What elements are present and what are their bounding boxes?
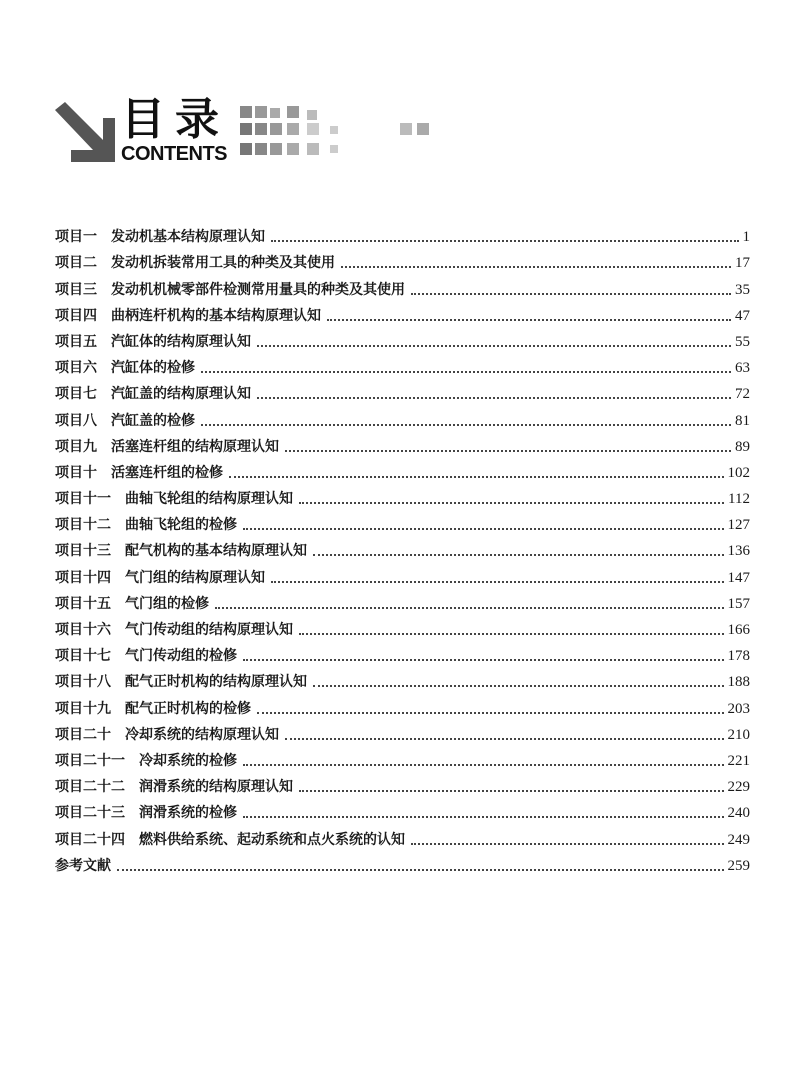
toc-entry[interactable] <box>55 796 750 822</box>
toc-entry-page: 63 <box>735 360 750 377</box>
toc-entry-number: 项目四 <box>55 307 97 324</box>
toc-entry-page: 210 <box>727 726 750 743</box>
toc-entry-number: 项目十九 <box>55 700 111 717</box>
toc-entry-number: 参考文献 <box>55 857 111 874</box>
toc-entry[interactable] <box>55 299 750 325</box>
toc-leader-dots <box>299 633 724 635</box>
toc-entry-page: 188 <box>727 674 750 691</box>
toc-entry-number: 项目五 <box>55 333 97 350</box>
toc-entry[interactable] <box>55 639 750 665</box>
toc-leader-dots <box>257 397 731 399</box>
toc-entry-number: 项目三 <box>55 281 97 298</box>
toc-entry[interactable] <box>55 691 750 717</box>
toc-entry-number: 项目八 <box>55 412 97 429</box>
toc-entry[interactable] <box>55 351 750 377</box>
table-of-contents <box>55 220 750 875</box>
toc-entry-title: 汽缸体的检修 <box>111 360 195 377</box>
toc-entry-page: 147 <box>727 569 750 586</box>
toc-leader-dots <box>285 738 724 740</box>
toc-entry-title: 配气正时机构的检修 <box>125 700 251 717</box>
toc-entry-number: 项目十一 <box>55 491 111 508</box>
toc-entry[interactable] <box>55 613 750 639</box>
toc-entry[interactable] <box>55 508 750 534</box>
toc-entry-title: 气门组的结构原理认知 <box>125 569 265 586</box>
toc-leader-dots <box>313 554 724 556</box>
toc-entry[interactable] <box>55 587 750 613</box>
toc-entry-page: 112 <box>728 491 750 508</box>
toc-entry[interactable] <box>55 822 750 848</box>
toc-entry-number: 项目九 <box>55 438 97 455</box>
toc-leader-dots <box>271 240 739 242</box>
toc-leader-dots <box>313 685 724 687</box>
toc-entry-number: 项目二十四 <box>55 831 125 848</box>
toc-entry-title: 活塞连杆组的检修 <box>111 464 223 481</box>
toc-entry-title: 配气正时机构的结构原理认知 <box>125 674 307 691</box>
toc-entry-page: 35 <box>735 281 750 298</box>
toc-entry[interactable] <box>55 770 750 796</box>
toc-leader-dots <box>201 371 731 373</box>
toc-entry-number: 项目二十三 <box>55 805 125 822</box>
toc-entry-number: 项目十七 <box>55 648 111 665</box>
toc-entry-page: 178 <box>727 648 750 665</box>
toc-entry-page: 221 <box>727 752 750 769</box>
toc-entry-page: 229 <box>727 779 750 796</box>
toc-entry-title: 配气机构的基本结构原理认知 <box>125 543 307 560</box>
toc-entry-page: 157 <box>727 595 750 612</box>
toc-entry-number: 项目二十二 <box>55 779 125 796</box>
toc-leader-dots <box>327 319 731 321</box>
toc-leader-dots <box>257 712 724 714</box>
toc-entry-title: 燃料供给系统、起动系统和点火系统的认知 <box>139 831 405 848</box>
toc-entry-number: 项目二 <box>55 255 97 272</box>
toc-entry-title: 润滑系统的检修 <box>139 805 237 822</box>
toc-entry-title: 冷却系统的结构原理认知 <box>125 726 279 743</box>
toc-entry[interactable] <box>55 744 750 770</box>
toc-entry-title: 曲轴飞轮组的结构原理认知 <box>125 491 293 508</box>
toc-leader-dots <box>299 502 724 504</box>
toc-entry-page: 240 <box>727 805 750 822</box>
toc-leader-dots <box>243 764 724 766</box>
toc-entry[interactable] <box>55 456 750 482</box>
toc-entry-page: 259 <box>727 857 750 874</box>
toc-entry[interactable] <box>55 325 750 351</box>
toc-entry-number: 项目七 <box>55 386 97 403</box>
toc-entry[interactable] <box>55 377 750 403</box>
toc-entry-title: 汽缸盖的结构原理认知 <box>111 386 251 403</box>
toc-entry-title: 气门传动组的结构原理认知 <box>125 622 293 638</box>
toc-leader-dots <box>243 659 724 661</box>
toc-entry[interactable] <box>55 272 750 298</box>
toc-entry-page: 47 <box>735 307 750 324</box>
toc-leader-dots <box>117 869 724 871</box>
toc-entry[interactable] <box>55 220 750 246</box>
toc-entry[interactable] <box>55 665 750 691</box>
toc-leader-dots <box>411 843 724 845</box>
toc-entry-number: 项目六 <box>55 360 97 377</box>
toc-entry[interactable] <box>55 482 750 508</box>
toc-entry-number: 项目十八 <box>55 674 111 691</box>
toc-entry-title: 活塞连杆组的结构原理认知 <box>111 438 279 455</box>
toc-entry-number: 项目十三 <box>55 543 111 560</box>
toc-entry-title: 汽缸盖的检修 <box>111 412 195 429</box>
page-title: 目录 <box>121 94 229 145</box>
toc-entry[interactable] <box>55 430 750 456</box>
toc-leader-dots <box>243 528 724 530</box>
toc-entry-page: 166 <box>727 622 750 638</box>
toc-entry[interactable] <box>55 718 750 744</box>
toc-entry[interactable] <box>55 534 750 560</box>
toc-entry-number: 项目二十一 <box>55 752 125 769</box>
toc-leader-dots <box>201 424 731 426</box>
toc-entry-number: 项目十五 <box>55 595 111 612</box>
toc-leader-dots <box>411 293 731 295</box>
toc-leader-dots <box>257 345 731 347</box>
toc-entry-page: 17 <box>735 255 750 272</box>
toc-entry-title: 发动机机械零部件检测常用量具的种类及其使用 <box>111 281 405 298</box>
toc-entry-page: 72 <box>735 386 750 403</box>
toc-entry-title: 冷却系统的检修 <box>139 752 237 769</box>
toc-entry-number: 项目十六 <box>55 622 111 638</box>
toc-entry-number: 项目十二 <box>55 517 111 534</box>
toc-entry-title: 发动机拆装常用工具的种类及其使用 <box>111 255 335 272</box>
toc-entry[interactable] <box>55 246 750 272</box>
toc-entry-title: 发动机基本结构原理认知 <box>111 229 265 246</box>
toc-entry-number: 项目十 <box>55 464 97 481</box>
toc-entry-title: 润滑系统的结构原理认知 <box>139 779 293 796</box>
toc-entry-page: 81 <box>735 412 750 429</box>
toc-entry[interactable] <box>55 560 750 586</box>
toc-leader-dots <box>271 581 724 583</box>
toc-entry-page: 1 <box>742 229 750 246</box>
toc-entry-title: 曲轴飞轮组的检修 <box>125 517 237 534</box>
toc-entry-number: 项目一 <box>55 229 97 246</box>
toc-entry[interactable] <box>55 403 750 429</box>
toc-entry-page: 55 <box>735 333 750 350</box>
toc-leader-dots <box>243 816 724 818</box>
toc-entry-page: 203 <box>727 700 750 717</box>
toc-entry-page: 249 <box>727 831 750 848</box>
toc-entry-title: 气门传动组的检修 <box>125 648 237 665</box>
toc-entry-title: 曲柄连杆机构的基本结构原理认知 <box>111 307 321 324</box>
toc-entry-page: 102 <box>727 464 750 481</box>
toc-leader-dots <box>299 790 724 792</box>
toc-entry-number: 项目二十 <box>55 726 111 743</box>
toc-entry-number: 项目十四 <box>55 569 111 586</box>
toc-leader-dots <box>341 266 731 268</box>
decorative-squares <box>55 94 455 168</box>
toc-leader-dots <box>285 450 731 452</box>
toc-entry-page: 136 <box>727 543 750 560</box>
toc-header <box>55 94 455 168</box>
toc-entry-page: 127 <box>727 517 750 534</box>
toc-entry-title: 气门组的检修 <box>125 595 209 612</box>
page-subtitle: CONTENTS <box>121 143 227 165</box>
toc-leader-dots <box>229 476 724 478</box>
toc-entry[interactable] <box>55 849 750 875</box>
toc-leader-dots <box>215 607 724 609</box>
toc-entry-page: 89 <box>735 438 750 455</box>
toc-entry-title: 汽缸体的结构原理认知 <box>111 333 251 350</box>
